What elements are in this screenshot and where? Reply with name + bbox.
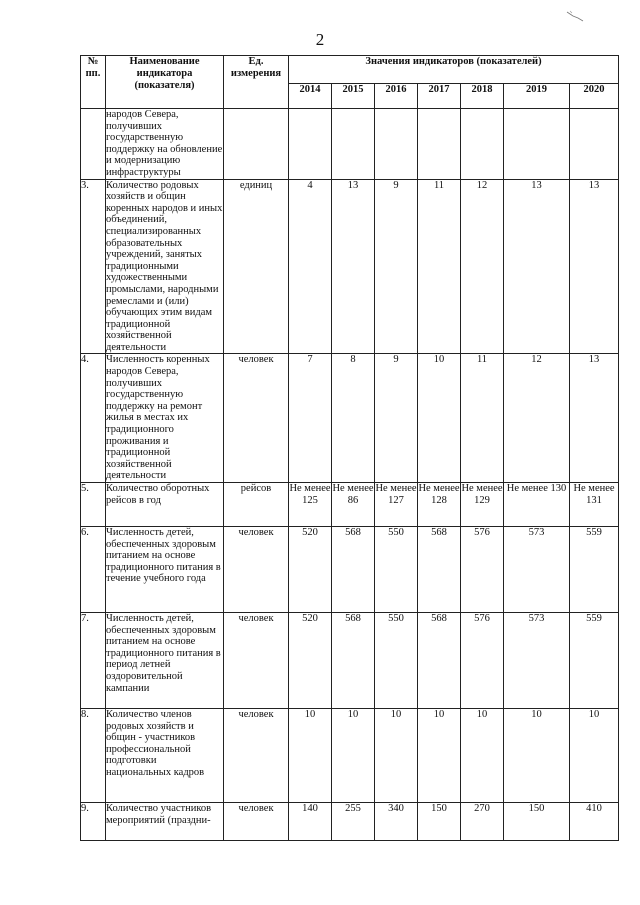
value-cell: 13 xyxy=(504,179,570,354)
value-cell: 8 xyxy=(332,354,375,483)
table-row xyxy=(81,179,619,354)
value-cell: 410 xyxy=(570,803,619,841)
value-cell: 550 xyxy=(375,527,418,613)
unit-cell: человек xyxy=(224,527,289,613)
value-cell: 568 xyxy=(418,613,461,709)
row-number: 3. xyxy=(81,179,106,354)
value-cell: Не менее 127 xyxy=(375,483,418,527)
table-row xyxy=(81,803,619,841)
value-cell: 140 xyxy=(289,803,332,841)
value-cell: 10 xyxy=(289,709,332,803)
value-cell: 576 xyxy=(461,527,504,613)
row-number: 9. xyxy=(81,803,106,841)
table-row xyxy=(81,613,619,709)
value-cell: 550 xyxy=(375,613,418,709)
value-cell: 11 xyxy=(461,354,504,483)
value-cell: 10 xyxy=(375,709,418,803)
indicator-name: Количество участников мероприятий (праздни- xyxy=(106,803,224,841)
header-values: Значения индикаторов (показателей) xyxy=(289,56,619,84)
value-cell: Не менее 128 xyxy=(418,483,461,527)
header-year: 2019 xyxy=(504,84,570,109)
header-number: № пп. xyxy=(81,56,106,109)
header-unit: Ед. измерения xyxy=(224,56,289,109)
value-cell: 11 xyxy=(418,179,461,354)
value-cell: 568 xyxy=(418,527,461,613)
unit-cell: человек xyxy=(224,354,289,483)
indicator-name: Количество родовых хозяйств и общин коренных народов и иных объединений, специализированных образовательных учреждений, занятых традиционными художественными промыслами, народными ремеслами и (или) обучающих этим видам традиционной хозяйственной деятельности xyxy=(106,179,223,353)
indicator-name: Количество членов родовых хозяйств и общин - участников профессиональной подготовки национальных кадров xyxy=(106,709,224,803)
unit-cell: человек xyxy=(224,709,289,803)
value-cell: 520 xyxy=(289,613,332,709)
value-cell: 7 xyxy=(289,354,332,483)
pen-mark xyxy=(566,10,584,22)
value-cell: 10 xyxy=(332,709,375,803)
value-cell: 13 xyxy=(570,354,619,483)
value-cell: Не менее 125 xyxy=(289,483,332,527)
header-year: 2016 xyxy=(375,84,418,109)
value-cell: 568 xyxy=(332,613,375,709)
indicator-name: Численность детей, обеспеченных здоровым питанием на основе традиционного питания в период летней оздоровительной кампании xyxy=(106,613,224,709)
row-number: 4. xyxy=(81,354,106,483)
row-number: 8. xyxy=(81,709,106,803)
header-year: 2017 xyxy=(418,84,461,109)
value-cell: Не менее 86 xyxy=(332,483,375,527)
value-cell xyxy=(461,109,504,180)
value-cell: 270 xyxy=(461,803,504,841)
indicator-name: Количество оборотных рейсов в год xyxy=(106,483,224,527)
header-year: 2015 xyxy=(332,84,375,109)
value-cell: 559 xyxy=(570,613,619,709)
unit-cell xyxy=(224,109,289,180)
row-number: 5. xyxy=(81,483,106,527)
value-cell: 340 xyxy=(375,803,418,841)
value-cell: 576 xyxy=(461,613,504,709)
unit-cell: рейсов xyxy=(224,483,289,527)
row-number: 6. xyxy=(81,527,106,613)
unit-cell: человек xyxy=(224,803,289,841)
row-number: 7. xyxy=(81,613,106,709)
value-cell xyxy=(332,109,375,180)
indicator-name: народов Севера, получивших государственную поддержку на обновление и модернизацию инфраструктуры xyxy=(106,109,223,178)
unit-cell: человек xyxy=(224,613,289,709)
value-cell: 9 xyxy=(375,179,418,354)
value-cell xyxy=(504,109,570,180)
table-body xyxy=(81,109,619,841)
value-cell xyxy=(418,109,461,180)
header-year: 2014 xyxy=(289,84,332,109)
value-cell: Не менее 130 xyxy=(504,483,570,527)
value-cell: Не менее 129 xyxy=(461,483,504,527)
value-cell: Не менее 131 xyxy=(570,483,619,527)
table-row xyxy=(81,354,619,483)
header-year: 2020 xyxy=(570,84,619,109)
table-row xyxy=(81,709,619,803)
value-cell xyxy=(375,109,418,180)
value-cell xyxy=(289,109,332,180)
value-cell: 10 xyxy=(570,709,619,803)
value-cell: 573 xyxy=(504,613,570,709)
value-cell: 559 xyxy=(570,527,619,613)
table-row xyxy=(81,109,619,180)
value-cell: 150 xyxy=(418,803,461,841)
table-row xyxy=(81,527,619,613)
indicator-name: Численность коренных народов Севера, получивших государственную поддержку на ремонт жилья в местах их традиционного проживания и традиционной хозяйственной деятельности xyxy=(106,354,224,483)
value-cell: 10 xyxy=(461,709,504,803)
value-cell: 12 xyxy=(504,354,570,483)
value-cell: 520 xyxy=(289,527,332,613)
value-cell: 10 xyxy=(504,709,570,803)
value-cell: 10 xyxy=(418,709,461,803)
indicator-name: Численность детей, обеспеченных здоровым питанием на основе традиционного питания в течение учебного года xyxy=(106,527,224,613)
value-cell: 12 xyxy=(461,179,504,354)
row-number xyxy=(81,109,106,180)
value-cell xyxy=(570,109,619,180)
header-year: 2018 xyxy=(461,84,504,109)
table-row xyxy=(81,483,619,527)
page-number: 2 xyxy=(315,30,325,49)
value-cell: 568 xyxy=(332,527,375,613)
value-cell: 4 xyxy=(289,179,332,354)
value-cell: 13 xyxy=(332,179,375,354)
value-cell: 255 xyxy=(332,803,375,841)
value-cell: 13 xyxy=(570,179,619,354)
unit-cell: единиц xyxy=(224,179,289,354)
value-cell: 9 xyxy=(375,354,418,483)
header-name: Наименование индикатора (показателя) xyxy=(106,56,224,109)
value-cell: 10 xyxy=(418,354,461,483)
indicators-table xyxy=(80,55,619,841)
value-cell: 573 xyxy=(504,527,570,613)
value-cell: 150 xyxy=(504,803,570,841)
